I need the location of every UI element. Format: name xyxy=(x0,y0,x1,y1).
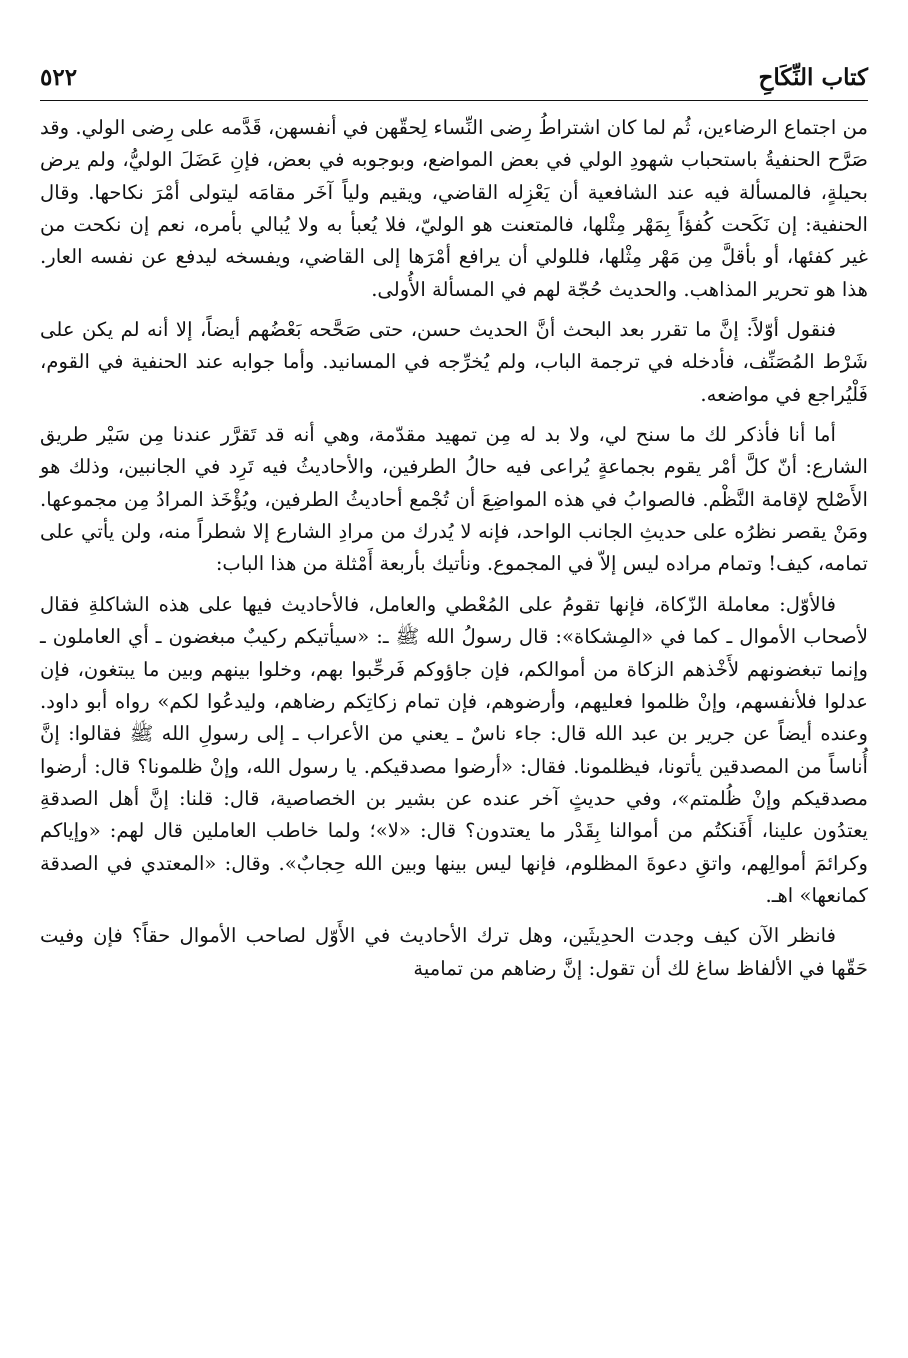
paragraph-4: فالأوّل: معاملة الزّكاة، فإنها تقومُ على المُعْطي والعامل، فالأحاديث فيها على هذه الشاكلةِ فقال لأصحاب الأموال ـ كما في «المِشكاة»: قال رسولُ الله ﷺ ـ: «سيأتيكم ركيبٌ مبغضون ـ أي العاملون ـ وإنما تبغضونهم لأَخْذهم الزكاة من أموالكم، فإن جاؤوكم فَرحِّبوا بهم، وخلوا بينهم وبين ما يبتغون، فإن عدلوا فلأنفسهم، وإنْ ظلموا فعليهم، وأرضوهم، فإن تمام زكاتِكم رضاهم، وليدعُوا لكم» رواه أبو داود. وعنده أيضاً عن جرير بن عبد الله قال: جاء ناسٌ ـ يعني من الأعراب ـ إلى رسولِ الله ﷺ فقالوا: إنَّ أُناساً من المصدقين يأتونا، فيظلمونا. فقال: «أرضوا مصدقيكم. يا رسول الله، وإنْ ظلمونا؟ قال: أرضوا مصدقيكم وإنْ ظُلمتم»، وفي حديثٍ آخر عنده عن بشير بن الخصاصية، قال: قلنا: إنَّ أهل الصدقةِ يعتدُون علينا، أَفَنكتُم من أموالنا بِقَدْر ما يعتدون؟ قال: «لا»؛ ولما خاطب العاملين قال لهم: «وإياكم وكرائمَ أموالِهم، واتقِ دعوةَ المظلوم، فإنها ليس بينها وبين الله حِجابٌ». وقال: «المعتدي في الصدقة كمانعها» اهـ. xyxy=(40,592,868,907)
paragraph-5: فانظر الآن كيف وجدت الحدِيثَين، وهل ترك الأحاديث في الأَوّل لصاحب الأموال حقاً؟ فإن وفيت حَقّها في الألفاظ ساغ لك أن تقول: إنَّ رضاهم من تمامية xyxy=(40,924,868,980)
page-header xyxy=(40,58,868,98)
running-title: كتاب النِّكَاحِ xyxy=(758,64,868,91)
page-number: ٥٢٢ xyxy=(40,64,78,91)
header-rule xyxy=(40,100,868,101)
page-body xyxy=(40,112,868,985)
paragraph-2: فنقول أوّلاً: إنَّ ما تقرر بعد البحث أنَّ الحديث حسن، حتى صَحَّحه بَعْضُهم أيضاً، إلا أنه لم يكن على شَرْط المُصَنِّف، فأدخله في ترجمة الباب، ولم يُخرِّجه في المسانيد. وأما جوابه عند الحنفية في القوم، فَلْيُراجع في مواضعه. xyxy=(40,318,868,406)
paragraph-3: أما أنا فأذكر لك ما سنح لي، ولا بد له مِن تمهيد مقدّمة، وهي أنه قد تَقرَّر عندنا مِن سَيْر طريق الشارع: أنّ كلَّ أمْر يقوم بجماعةٍ يُراعى فيه حالُ الطرفين، والأحاديثُ فيه تَرِد في الجانبين، وذلك هو الأَصْلح لإقامة النَّظْم. فالصوابُ في هذه المواضِعَ أن تُجْمع أحاديثُ الطرفين، ويُؤْخَذ المرادُ مِن مجموعها. ومَنْ يقصر نظرُه على حديثِ الجانب الواحد، فإنه لا يُدرك من مرادِ الشارع إلا شطراً منه، ولن يأتي على تمامه، كيف! وتمام مراده ليس إلاّ في المجموع. ونأتيك بأربعة أَمْثلة من هذا الباب: xyxy=(40,423,868,576)
paragraph-1: من اجتماع الرضاءين، ثُم لما كان اشتراطُ رِضى النِّساء لِحقّهن في أنفسهن، قَدَّمه على رِضى الولي. وقد صَرَّح الحنفيةُ باستحباب شهودِ الولي في بعض المواضع، وبوجوبه في بعض، فإنِ عَضَلَ الوليُّ، ولم يرض بحيلةٍ، فالمسألة فيه عند الشافعية أن يَعْزِله القاضي، ويقيم ولياً آخَر مقامَه ليتولى أمْرَ نكاحها. وقال الحنفية: إن نَكَحت كُفؤاً بِمَهْر مِثْلها، فالمتعنت هو الوليّ، فلا يُعبأ به ولا يُبالي بأمره، نعم إن نكحت من غير كفئها، أو بأقلَّ مِن مَهْر مِثْلها، فللولي أن يرافع أمْرَها إلى القاضي، ويفسخه ليدفع عن نفسه العار. هذا هو تحرير المذاهب. والحديث حُجّة لهم في المسألة الأُولى. xyxy=(40,116,868,301)
